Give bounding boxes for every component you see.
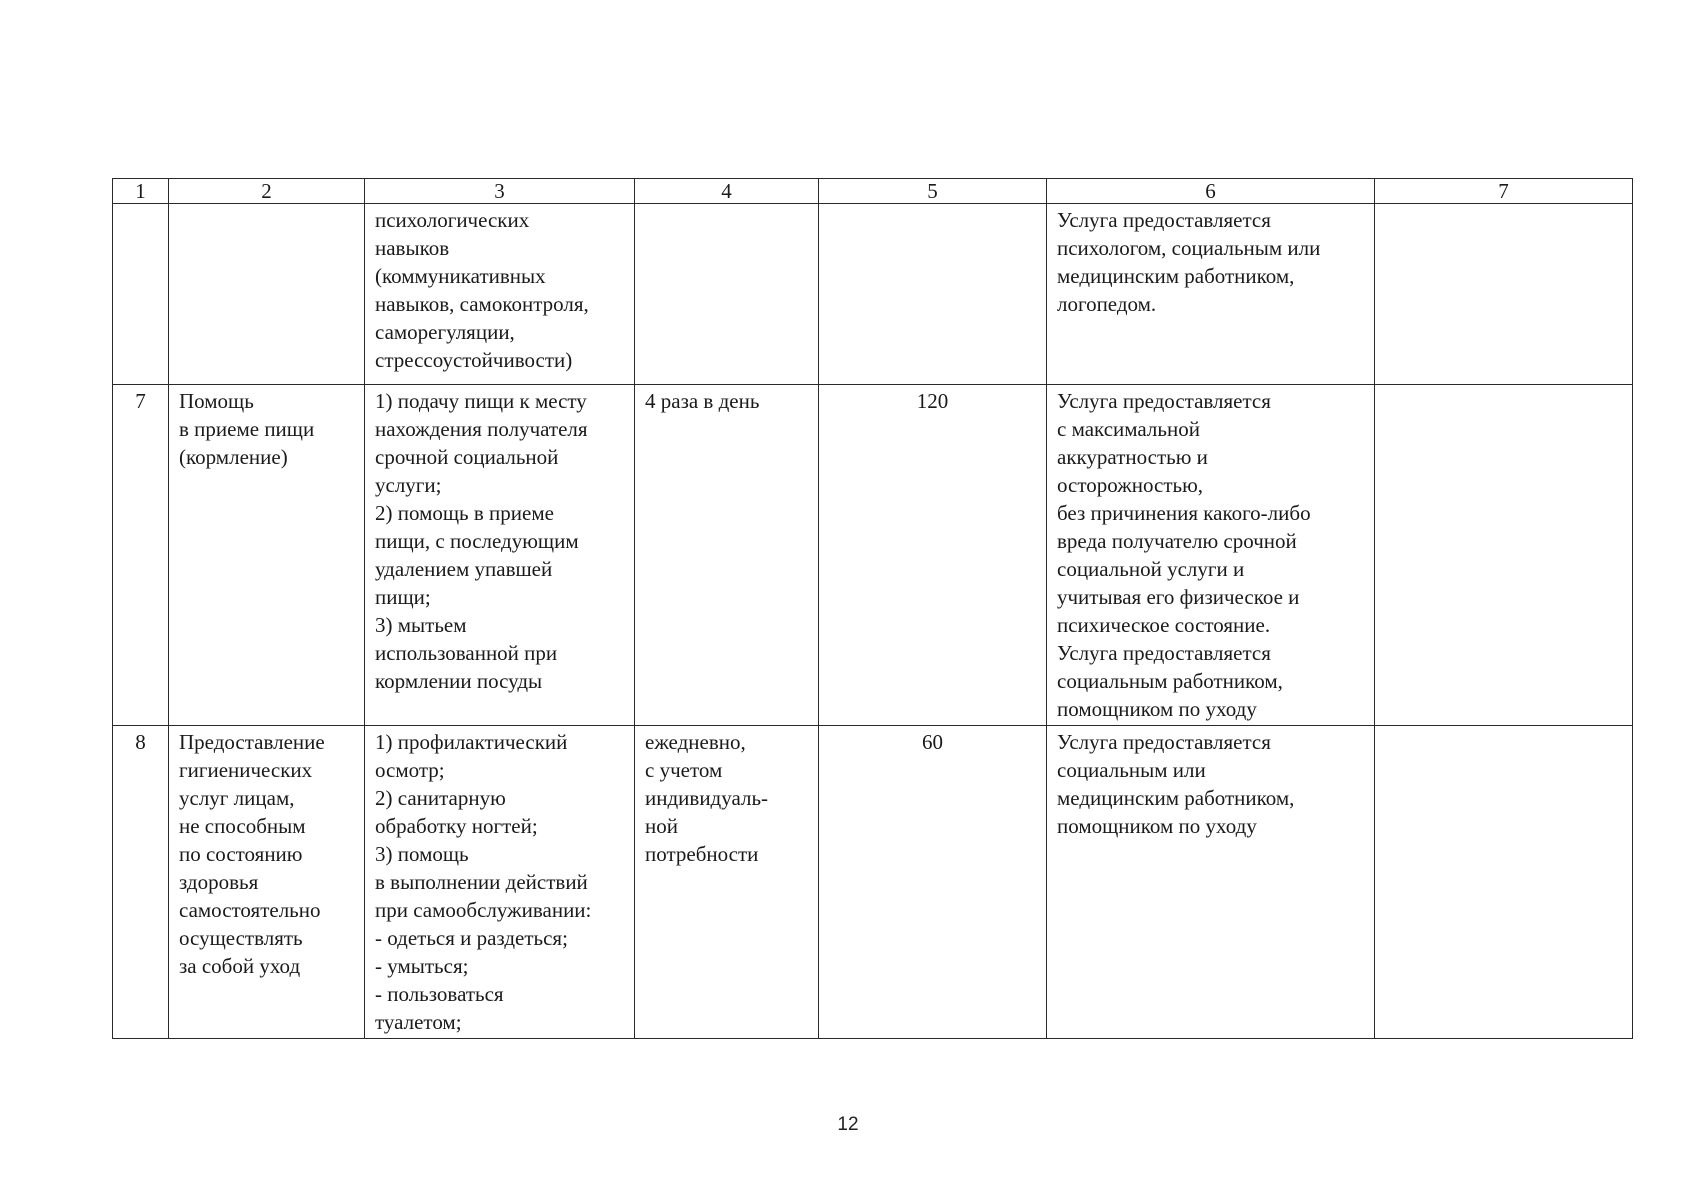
frequency-cell: 4 раза в день [635, 385, 819, 726]
services-table [112, 178, 1633, 1039]
row-number-cell: 7 [113, 385, 169, 726]
conditions-cell: Услуга предоставляется с максимальной аккуратностью и осторожностью, без причинения какого-либо вреда получателю срочной социальной услуги и учитывая его физическое и психическое состояние. Услуга предоставляется социальным работником, помощником по уходу [1047, 385, 1375, 726]
duration-cell [819, 204, 1047, 385]
frequency-cell [635, 204, 819, 385]
conditions-cell: Услуга предоставляется социальным или медицинским работником, помощником по уходу [1047, 726, 1375, 1039]
row-number-cell: 8 [113, 726, 169, 1039]
service-name-cell [169, 204, 365, 385]
column-number-7: 7 [1375, 179, 1633, 204]
note-cell [1375, 385, 1633, 726]
duration-cell: 60 [819, 726, 1047, 1039]
service-name-cell: Помощь в приеме пищи (кормление) [169, 385, 365, 726]
service-name-cell: Предоставление гигиенических услуг лицам, не способным по состоянию здоровья самостоятельно осуществлять за собой уход [169, 726, 365, 1039]
column-number-1: 1 [113, 179, 169, 204]
table-row [113, 726, 1633, 1039]
duration-cell: 120 [819, 385, 1047, 726]
service-content-cell: 1) профилактический осмотр; 2) санитарную обработку ногтей; 3) помощь в выполнении действий при самообслуживании: - одеться и раздеться; - умыться; - пользоваться туалетом; [365, 726, 635, 1039]
column-number-3: 3 [365, 179, 635, 204]
table-row [113, 385, 1633, 726]
frequency-cell: ежедневно, с учетом индивидуаль- ной потребности [635, 726, 819, 1039]
conditions-cell: Услуга предоставляется психологом, социальным или медицинским работником, логопедом. [1047, 204, 1375, 385]
service-content-cell: 1) подачу пищи к месту нахождения получателя срочной социальной услуги; 2) помощь в приеме пищи, с последующим удалением упавшей пищи; 3) мытьем использованной при кормлении посуды [365, 385, 635, 726]
column-number-6: 6 [1047, 179, 1375, 204]
column-number-row [113, 179, 1633, 204]
table-row [113, 204, 1633, 385]
service-content-cell: психологических навыков (коммуникативных навыков, самоконтроля, саморегуляции, стрессоустойчивости) [365, 204, 635, 385]
column-number-4: 4 [635, 179, 819, 204]
row-number-cell [113, 204, 169, 385]
column-number-2: 2 [169, 179, 365, 204]
note-cell [1375, 726, 1633, 1039]
note-cell [1375, 204, 1633, 385]
page-number: 12 [837, 1114, 859, 1135]
column-number-5: 5 [819, 179, 1047, 204]
